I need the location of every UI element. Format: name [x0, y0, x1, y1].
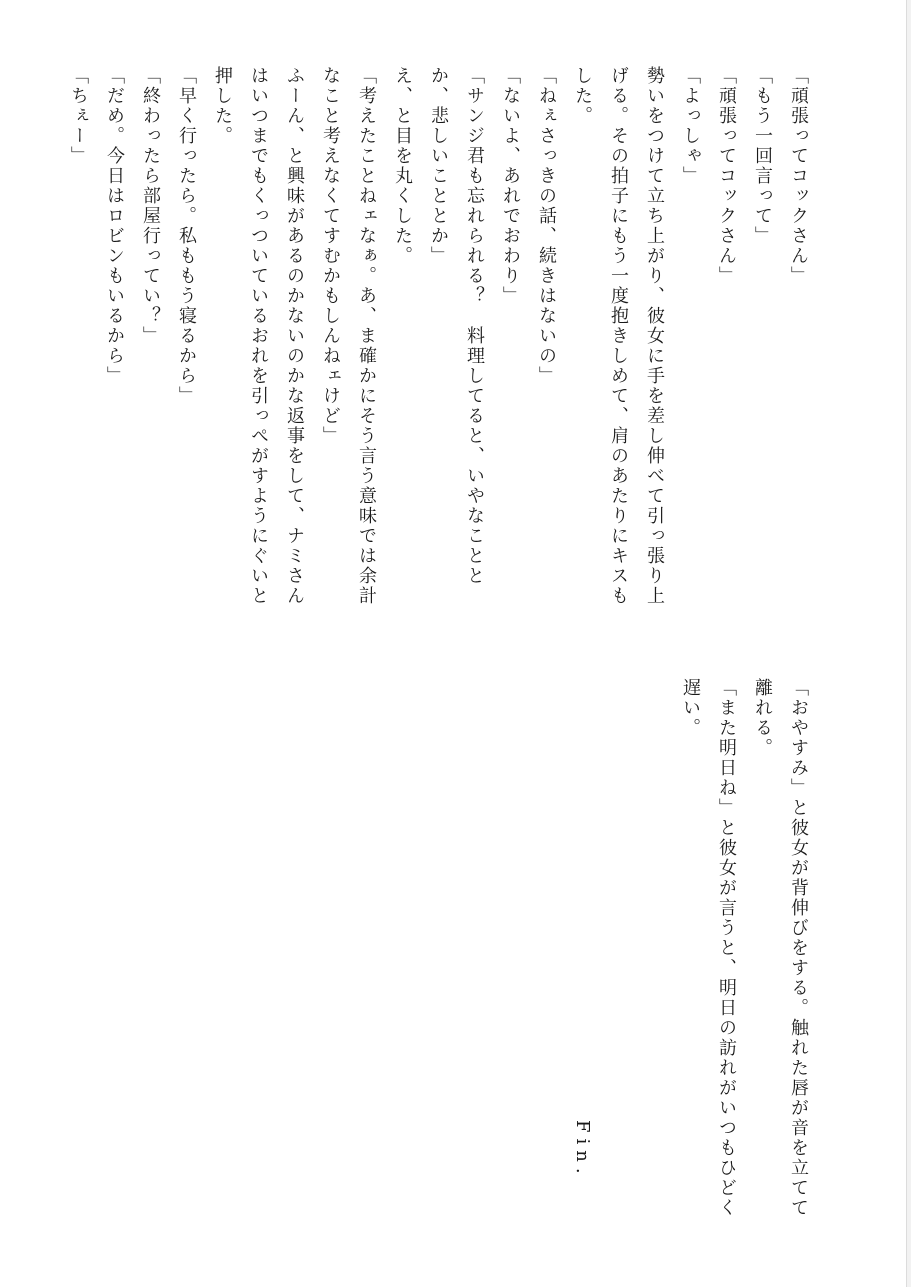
story-text-upper: 「頑張ってコックさん」 「もう一回言って」 「頑張ってコックさん」 「よっしゃ」 勢いをつけて立ち上がり、彼女に手を差し伸べて引っ張り上げる。その拍子にもう一度抱きしめて、肩のあたりにキスもした。 「ねぇさっきの話、続きはないの」 「ないよ、あれでおわり」 「サンジ君も忘れられる？ 料理してると、いやなこととか、悲しいこととか」 え、と目を丸くした。 「考えたことねェなぁ。あ、ま確かにそう言う意味では余計なこと考えなくてすむかもしんねェけど」 ふーん、と興味があるのかないのかな返事をして、ナミさんはいつまでもくっついているおれを引っぺがすようにぐいと押した。 「早く行ったら。私ももう寝るから」 「終わったら部屋行ってい？」 「だめ。今日はロビンもいるから」 「ちぇー」 — [68, 66, 809, 606]
page-edge — [906, 0, 911, 1287]
end-mark: Fin. — [572, 1120, 593, 1180]
story-text-lower: 「おやすみ」と彼女が背伸びをする。触れた唇が音を立てて離れる。 「また明日ね」と彼女が言うと、明日の訪れがいつもひどく遅い。 — [680, 678, 809, 1218]
